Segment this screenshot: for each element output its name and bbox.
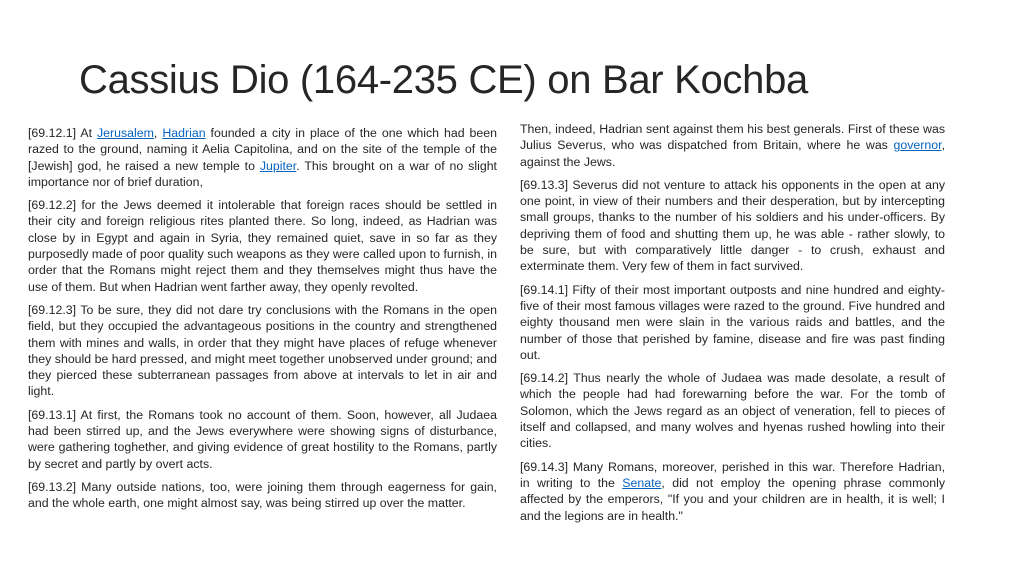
link-jupiter[interactable]: Jupiter [259,158,297,173]
paragraph-text: , [153,126,163,140]
link-governor[interactable]: governor [893,138,942,153]
left-text-column [28,125,497,519]
paragraph-69-14-3 [520,459,945,524]
right-text-column [520,121,945,531]
paragraph-69-13-2: [69.13.2] Many outside nations, too, were joining them through eagerness for gain, and the whole earth, one might almost say, was being stirred up over the matter. [28,479,497,511]
paragraph-text: , did not employ the opening phrase commonly affected by the emperors, "If you and your children are in health, it is well; I and the legions are in health." [520,475,945,523]
paragraph-text: founded a city in place of the one which had been razed to the ground, naming it Aelia Capitolina, and on the site of the temple of the [Jewish] god, he raised a new temple to [28,126,497,173]
link-hadrian[interactable]: Hadrian [162,126,206,140]
paragraph-hadrian-generals [520,121,945,170]
paragraph-69-13-1: [69.13.1] At first, the Romans took no account of them. Soon, however, all Judaea had been stirred up, and the Jews everywhere were showing signs of disturbance, were gathering toghether, and giving evidence of great hostility to the Romans, partly by secret and partly by overt acts. [28,407,497,471]
paragraph-69-13-3: [69.13.3] Severus did not venture to attack his opponents in the open at any one point, in view of their numbers and their desperation, but by intercepting small groups, thanks to the number of his soldiers and his under-officers. By depriving them of food and shutting them up, he was able - rather slowly, to be sure, but with comparatively little danger - to crush, exhaust and exterminate them. Very few of them in fact survived. [520,177,945,274]
link-senate[interactable]: Senate [622,475,662,490]
paragraph-69-14-1: [69.14.1] Fifty of their most important outposts and nine hundred and eighty-five of their most famous villages were razed to the ground. Five hundred and eighty thousand men were slain in the various raids and battles, and the number of those that perished by famine, disease and fire was past finding out. [520,282,945,362]
paragraph-text: Then, indeed, Hadrian sent against them his best generals. First of these was Julius Severus, who was dispatched from Britain, where he was [520,122,945,153]
paragraph-text: [69.14.3] Many Romans, moreover, perished in this war. Therefore Hadrian, in writing to the [520,459,945,490]
paragraph-69-12-1 [28,125,497,190]
paragraph-text: , against the Jews. [520,138,945,169]
paragraph-text: [69.12.1] At [28,126,97,140]
slide-title: Cassius Dio (164-235 CE) on Bar Kochba [79,58,808,102]
paragraph-69-12-2: [69.12.2] for the Jews deemed it intolerable that foreign races should be settled in their city and foreign religious rites planted there. So long, indeed, as Hadrian was close by in Egypt and again in Syria, they remained quiet, save in so far as they purposedly made of poor quality such weapons as they were called upon to furnish, in order that the Romans might reject them and they themselves might thus have the use of them. But when Hadrian went farther away, they openly revolted. [28,198,497,294]
link-jerusalem[interactable]: Jerusalem [96,126,154,140]
paragraph-69-12-3: [69.12.3] To be sure, they did not dare try conclusions with the Romans in the open field, but they occupied the advantageous positions in the country and strengthened them with mines and walls, in order that they might have places of refuge whenever they should be hard pressed, and might meet together unobserved under ground; and they pierced these subterranean passages from above at intervals to let in air and light. [28,302,497,399]
paragraph-text: . This brought on a war of no slight importance nor of brief duration, [28,158,497,189]
paragraph-69-14-2: [69.14.2] Thus nearly the whole of Judaea was made desolate, a result of which the people had had forewarning before the war. For the tomb of Solomon, which the Jews regard as an object of veneration, fell to pieces of itself and collapsed, and many wolves and hyenas rushed howling into their cities. [520,371,945,451]
